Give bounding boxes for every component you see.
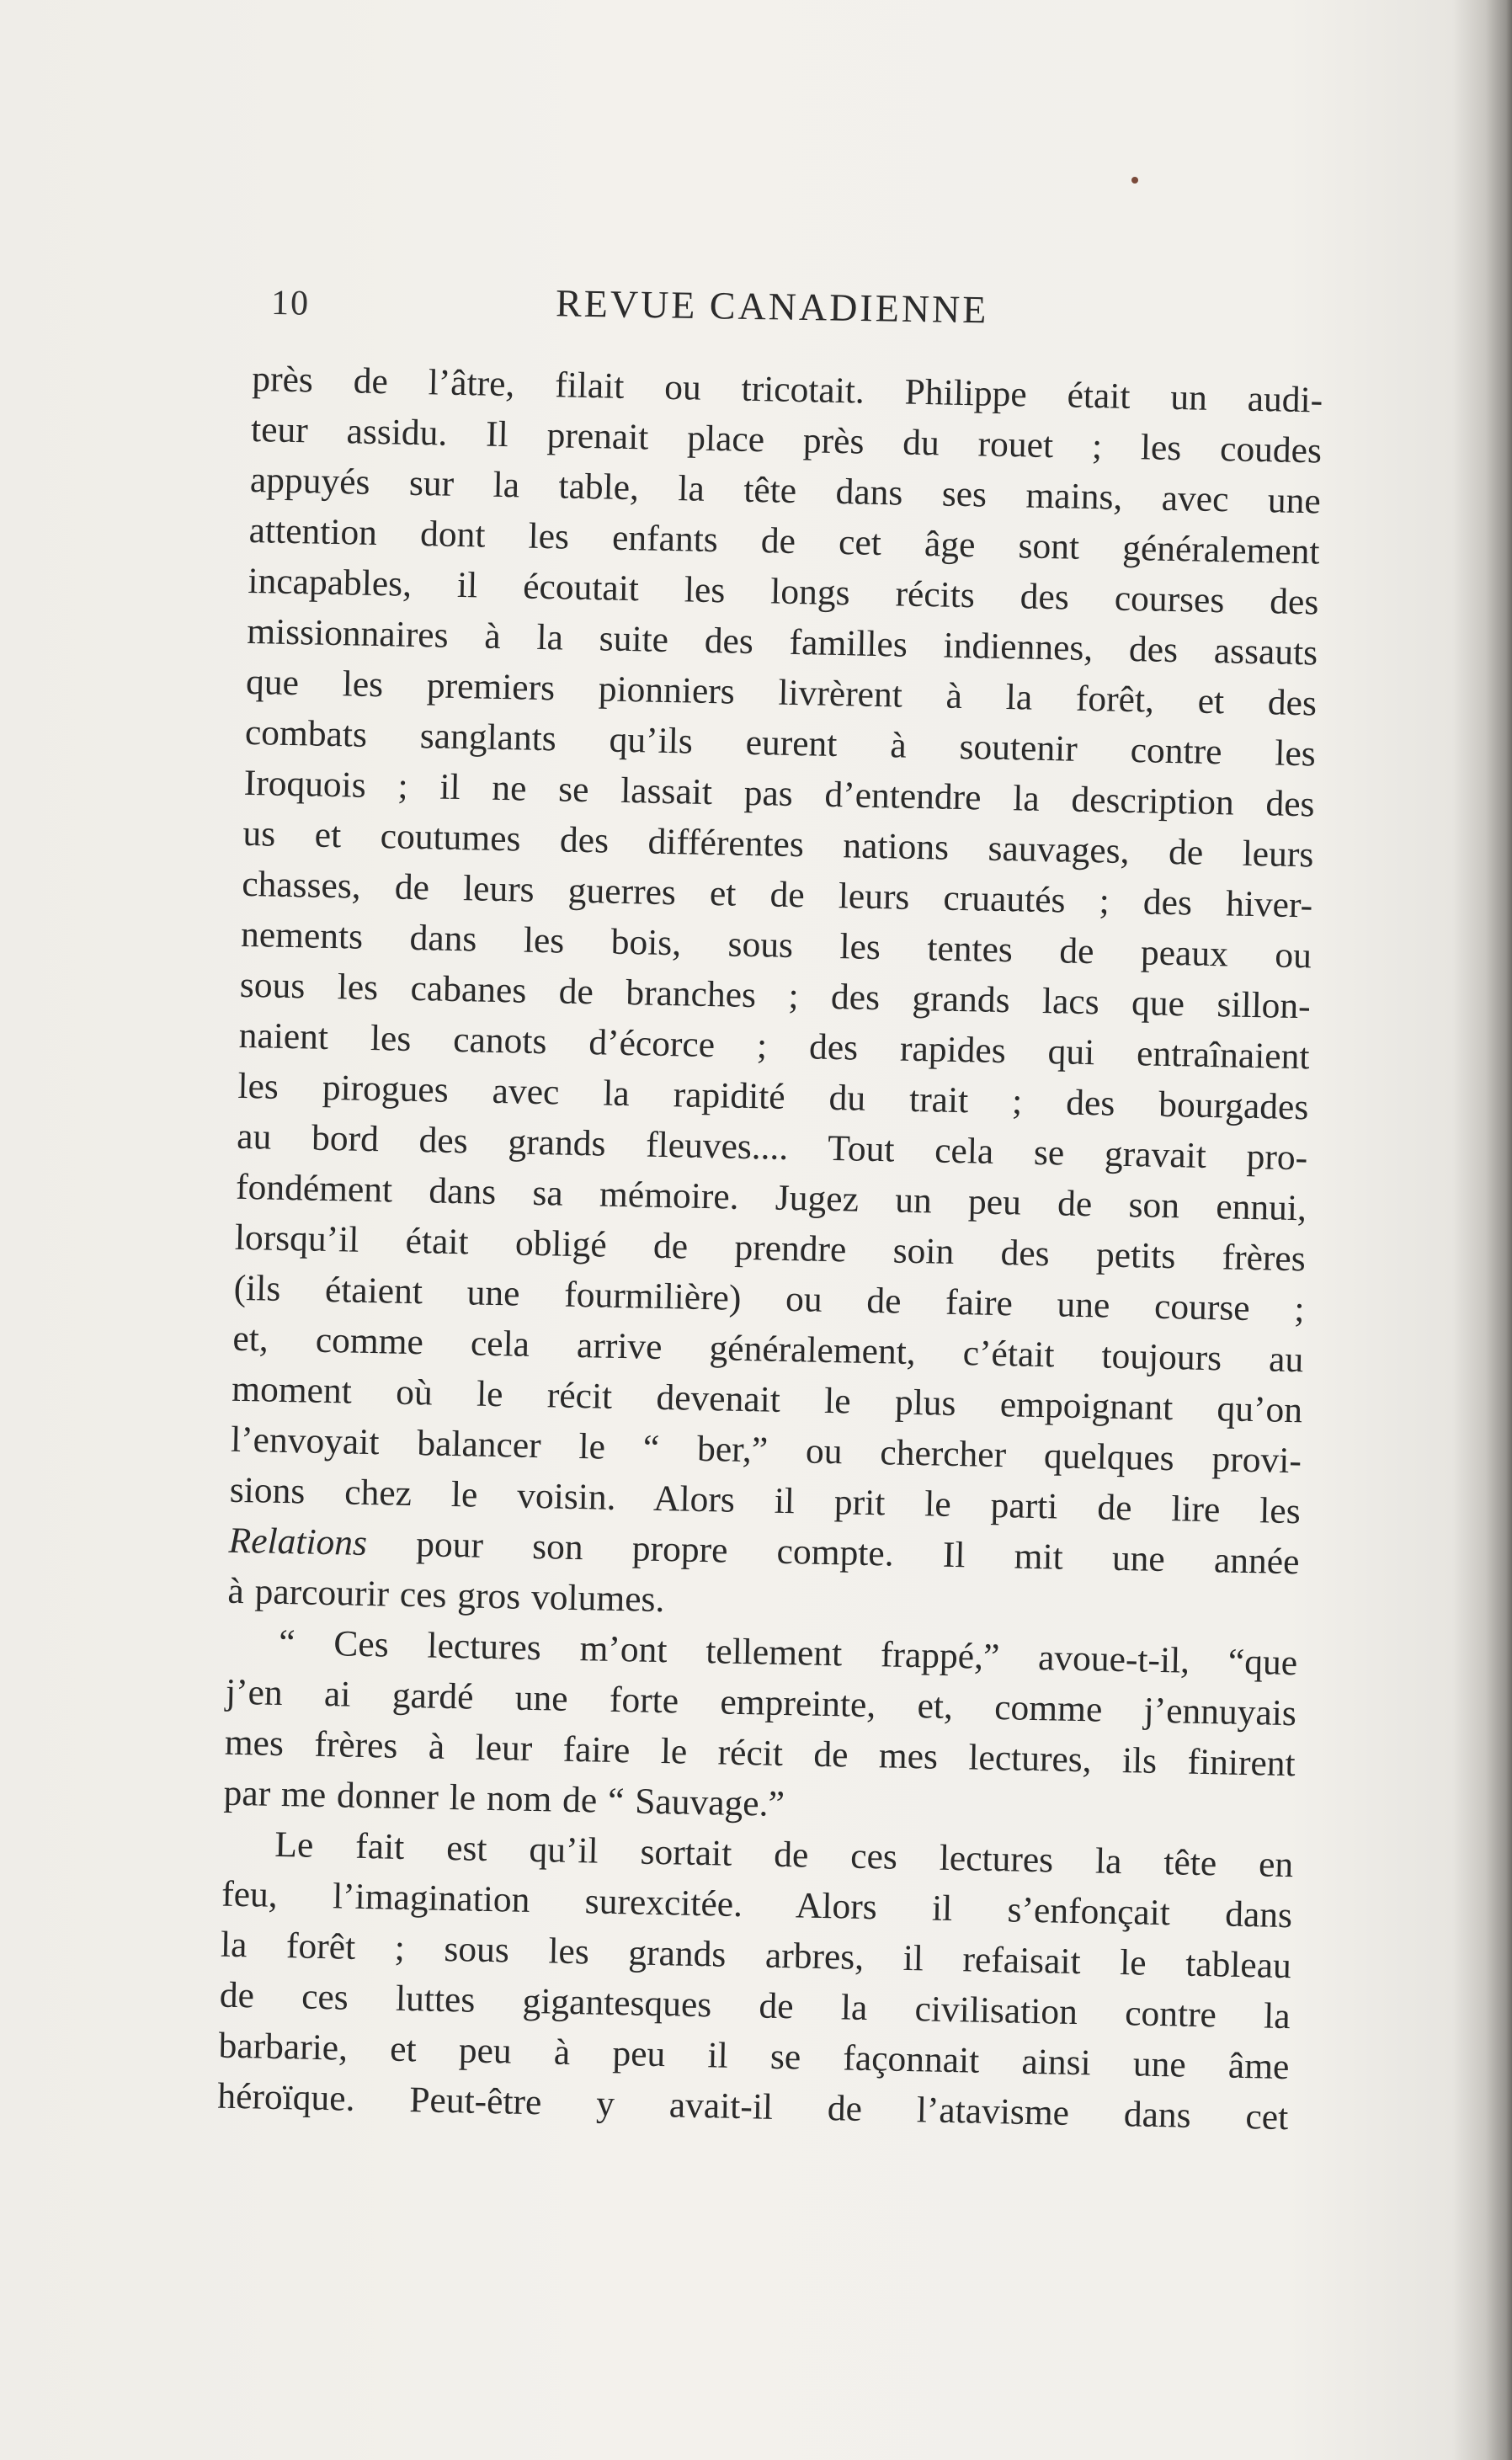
text-line-content: de ces luttes gigantesques de la civilisation contre la bbox=[219, 1974, 1291, 2037]
text-line-content: au bord des grands fleuves.... Tout cela se gravait pro- bbox=[236, 1116, 1308, 1179]
running-head: REVUE CANADIENNE bbox=[555, 281, 989, 332]
text-line-content: pour son propre compte. Il mit une année bbox=[366, 1523, 1300, 1583]
text-line-content: moment où le récit devenait le plus empoignant qu’on bbox=[231, 1368, 1303, 1431]
paper-speck bbox=[1131, 177, 1138, 184]
text-line-content: mes frères à leur faire le récit de mes lectures, ils finirent bbox=[224, 1722, 1296, 1785]
text-line-content: “ Ces lectures m’ont tellement frappé,” avoue-t-il, “que bbox=[278, 1621, 1298, 1684]
text-line-content: Iroquois ; il ne se lassait pas d’entendre la description des bbox=[243, 762, 1315, 825]
text-line-content: combats sanglants qu’ils eurent à soutenir contre les bbox=[244, 711, 1317, 775]
text-line-content: appuyés sur la table, la tête dans ses mains, avec une bbox=[249, 459, 1322, 522]
text-line-content: sions chez le voisin. Alors il prit le parti de lire les bbox=[229, 1469, 1302, 1532]
text-line-content: barbarie, et peu à peu il se façonnait ainsi une âme bbox=[218, 2025, 1290, 2088]
text-line-content: fondément dans sa mémoire. Jugez un peu de son ennui, bbox=[235, 1166, 1307, 1229]
italic-title: Relations bbox=[228, 1520, 368, 1564]
text-line-content: attention dont les enfants de cet âge sont généralement bbox=[248, 509, 1321, 572]
text-line-content: par me donner le nom de “ Sauvage.” bbox=[223, 1772, 785, 1825]
text-line-content: naient les canots d’écorce ; des rapides qui entraînaient bbox=[238, 1014, 1310, 1078]
text-line-content: Le fait est qu’il sortait de ces lectures la tête en bbox=[274, 1824, 1294, 1886]
page-number: 10 bbox=[270, 284, 311, 323]
page-edge-shadow bbox=[1453, 0, 1512, 2460]
text-line-content: et, comme cela arrive généralement, c’était toujours au bbox=[232, 1318, 1304, 1381]
text-line-content: l’envoyait balancer le “ ber,” ou chercher quelques provi- bbox=[230, 1419, 1302, 1482]
text-line-content: missionnaires à la suite des familles indiennes, des assauts bbox=[246, 610, 1318, 674]
text-line-content: héroïque. Peut-être y avait-il de l’atavisme dans cet bbox=[216, 2075, 1289, 2138]
text-line-content: que les premiers pionniers livrèrent à la forêt, et des bbox=[245, 661, 1318, 724]
page-header bbox=[270, 276, 1062, 348]
text-line-content: sous les cabanes de branches ; des grands lacs que sillon- bbox=[239, 964, 1312, 1027]
text-line-content: à parcourir ces gros volumes. bbox=[227, 1570, 665, 1621]
text-line-content: teur assidu. Il prenait place près du rouet ; les coudes bbox=[250, 408, 1323, 471]
body-text bbox=[217, 354, 1323, 2143]
text-line-content: j’en ai gardé une forte empreinte, et, comme j’ennuyais bbox=[225, 1671, 1297, 1734]
text-line-content: chasses, de leurs guerres et de leurs cruautés ; des hiver- bbox=[241, 863, 1313, 926]
text-line-content: lorsqu’il était obligé de prendre soin des petits frères bbox=[234, 1217, 1307, 1280]
text-line-content: (ils étaient une fourmilière) ou de faire une course ; bbox=[233, 1267, 1305, 1330]
text-line-content: us et coutumes des différentes nations sauvages, de leurs bbox=[242, 812, 1314, 876]
text-line-content: près de l’âtre, filait ou tricotait. Philippe était un audi- bbox=[251, 358, 1323, 421]
text-line-content: la forêt ; sous les grands arbres, il refaisait le tableau bbox=[220, 1924, 1292, 1987]
text-line-content: nements dans les bois, sous les tentes de peaux ou bbox=[240, 913, 1312, 977]
text-line-content: feu, l’imagination surexcitée. Alors il s’enfonçait dans bbox=[221, 1873, 1293, 1936]
text-line-content: les pirogues avec la rapidité du trait ; des bourgades bbox=[237, 1065, 1309, 1128]
text-line-content: incapables, il écoutait les longs récits des courses des bbox=[248, 560, 1319, 623]
